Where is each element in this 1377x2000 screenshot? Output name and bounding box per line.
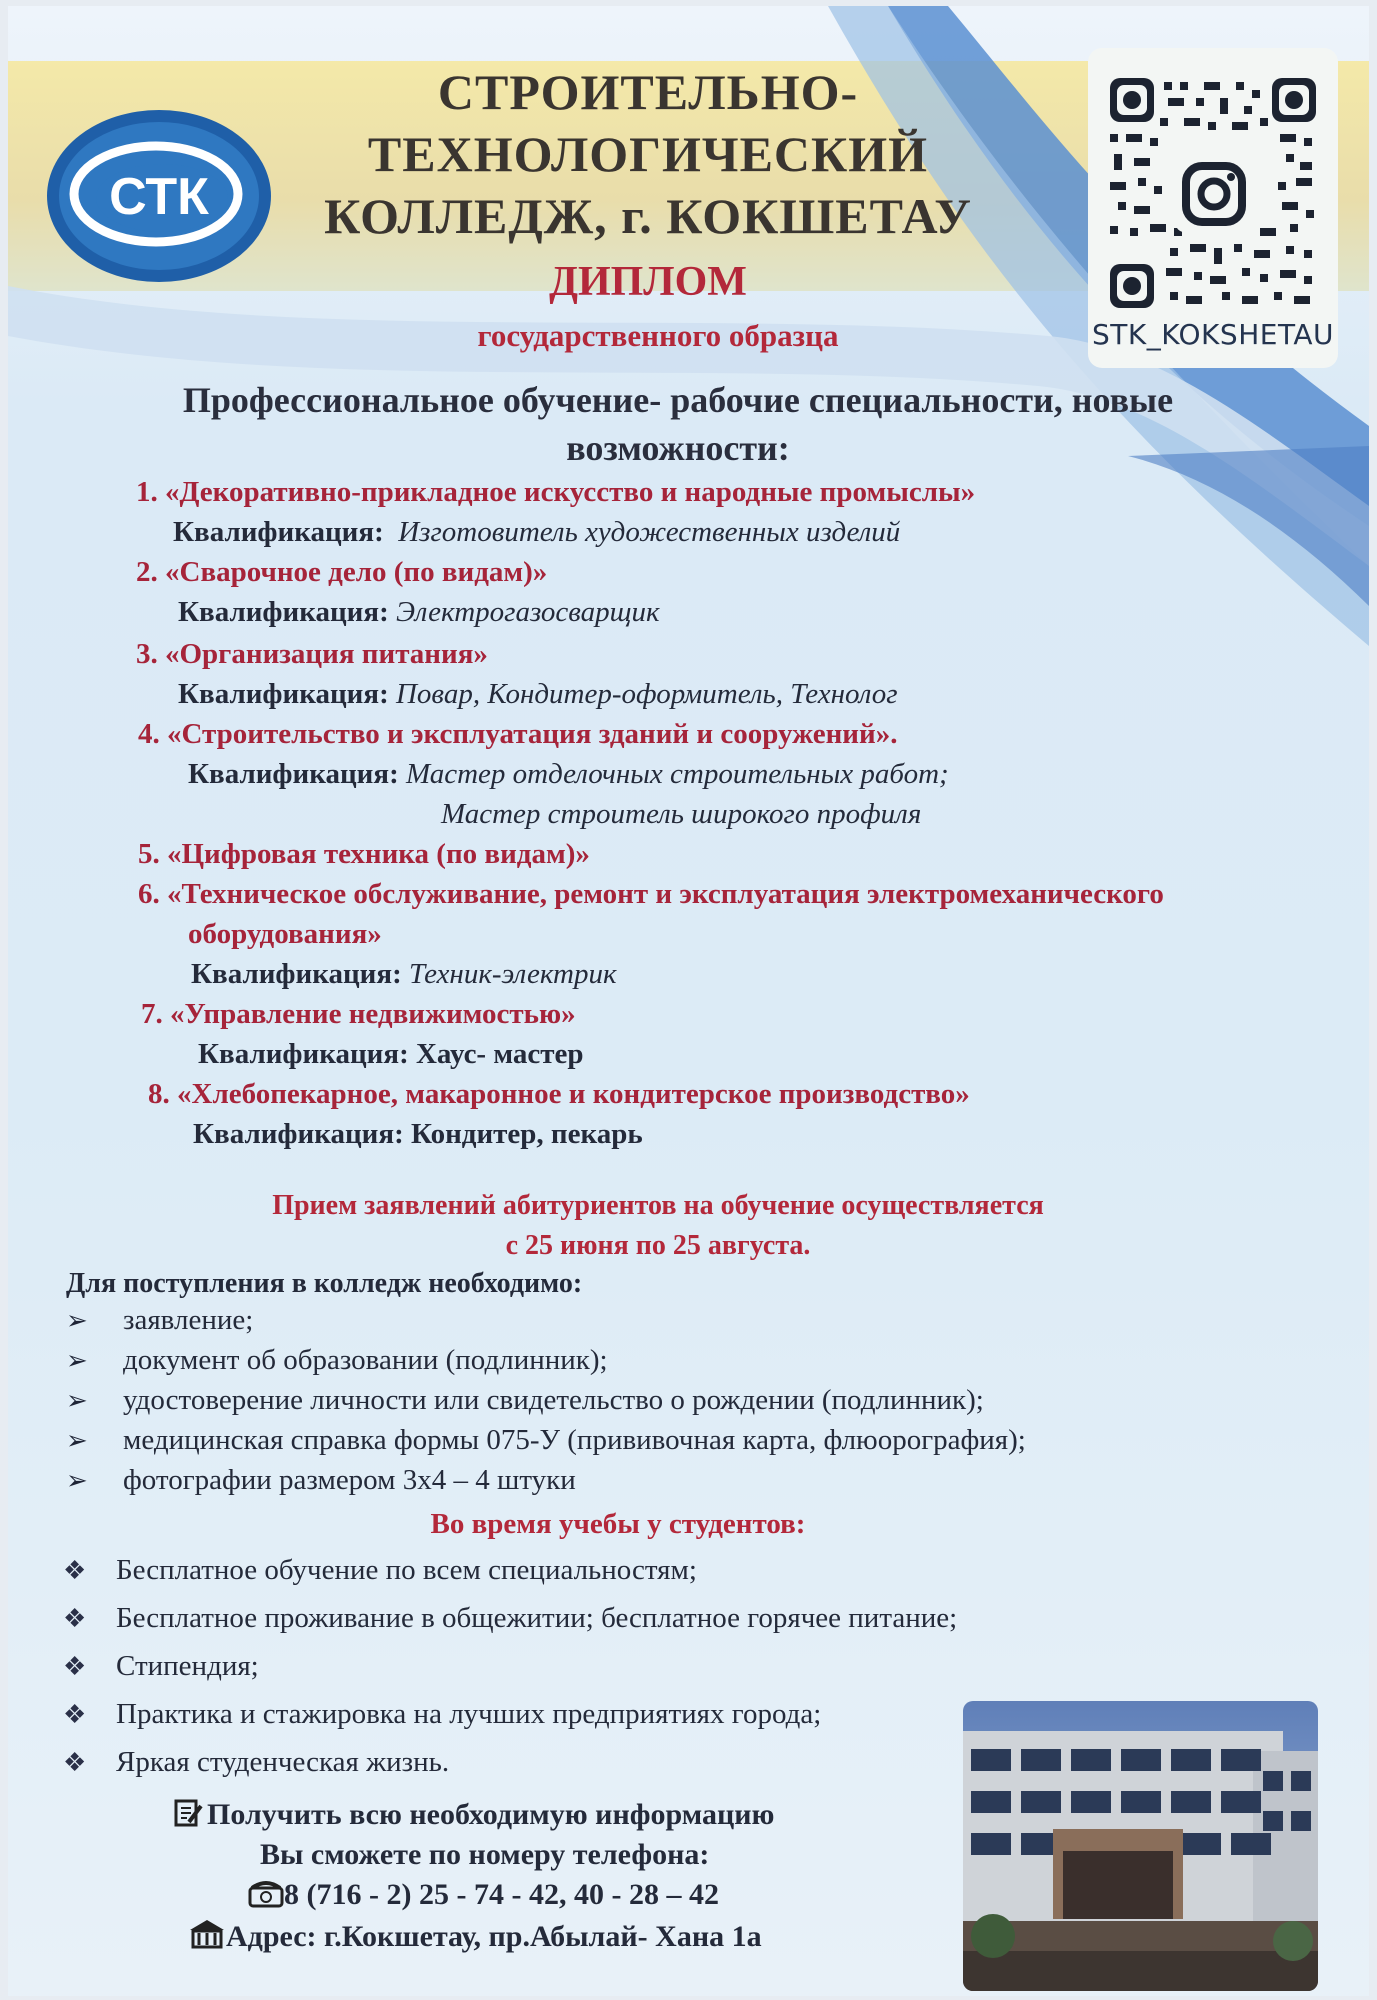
arrow-bullet-icon: ➢: [66, 1346, 88, 1375]
arrow-bullet-icon: ➢: [66, 1306, 88, 1335]
specialty-8-title: 8. «Хлебопекарное, макаронное и кондитерское производство»: [148, 1078, 970, 1110]
arrow-bullet-icon: ➢: [66, 1426, 88, 1455]
benefit-item: Яркая студенческая жизнь.: [116, 1746, 450, 1778]
specialty-2-qualification: Квалификация: Электрогазосварщик: [178, 596, 660, 628]
specialty-8-qualification: Квалификация: Кондитер, пекарь: [193, 1118, 643, 1150]
phone-icon: [248, 1878, 284, 1908]
requirement-item: медицинская справка формы 075-У (прививочная карта, флюорография);: [123, 1424, 1026, 1456]
diamond-bullet-icon: ❖: [63, 1604, 87, 1633]
title-line1: СТРОИТЕЛЬНО-: [437, 64, 859, 120]
diamond-bullet-icon: ❖: [63, 1700, 87, 1729]
admission-line2: с 25 июня по 25 августа.: [505, 1230, 811, 1261]
benefit-item: Практика и стажировка на лучших предприятиях города;: [116, 1698, 822, 1730]
college-building-photo: [963, 1701, 1318, 1991]
title-line2: ТЕХНОЛОГИЧЕСКИЙ: [367, 126, 929, 182]
requirement-item: заявление;: [123, 1304, 254, 1336]
diploma-subtitle: государственного образца: [477, 318, 839, 353]
instagram-handle[interactable]: STK_KOKSHETAU: [1091, 318, 1335, 351]
building-icon: [188, 1918, 226, 1950]
specialty-6-title: 6. «Техническое обслуживание, ремонт и эксплуатация электромеханического: [138, 878, 1164, 910]
contact-info-line: Получить всю необходимую информацию: [173, 1798, 774, 1832]
title-line3: КОЛЛЕДЖ, г. КОКШЕТАУ: [324, 188, 972, 244]
specialty-2-title: 2. «Сварочное дело (по видам)»: [136, 556, 548, 588]
diamond-bullet-icon: ❖: [63, 1556, 87, 1585]
specialty-4-title: 4. «Строительство и эксплуатация зданий и сооружений».: [138, 718, 898, 750]
contact-address: Адрес: г.Кокшетау, пр.Абылай- Хана 1а: [188, 1918, 762, 1954]
qr-code-block[interactable]: [1088, 48, 1338, 368]
requirement-item: документ об образовании (подлинник);: [123, 1344, 608, 1376]
requirements-title: Для поступления в колледж необходимо:: [66, 1268, 583, 1299]
specialty-3-title: 3. «Организация питания»: [136, 638, 488, 670]
specialty-1-title: 1. «Декоративно-прикладное искусство и народные промыслы»: [136, 476, 976, 508]
benefit-item: Бесплатное обучение по всем специальностям;: [116, 1554, 697, 1586]
notepad-icon: [173, 1798, 203, 1828]
diploma-label: ДИПЛОМ: [549, 259, 747, 305]
specialty-4-qualification-2: Мастер строитель широкого профиля: [441, 798, 922, 830]
arrow-bullet-icon: ➢: [66, 1466, 88, 1495]
diamond-bullet-icon: ❖: [63, 1652, 87, 1681]
requirement-item: фотографии размером 3х4 – 4 штуки: [123, 1464, 576, 1496]
contact-phone-label: Вы сможете по номеру телефона:: [260, 1838, 710, 1871]
specialty-7-title: 7. «Управление недвижимостью»: [141, 998, 576, 1030]
specialty-4-qualification: Квалификация: Мастер отделочных строительных работ;: [188, 758, 949, 790]
college-title: [268, 61, 1028, 247]
flyer-sheet: [8, 6, 1369, 1996]
requirement-item: удостоверение личности или свидетельство о рождении (подлинник);: [123, 1384, 984, 1416]
arrow-bullet-icon: ➢: [66, 1386, 88, 1415]
college-logo: [44, 106, 274, 286]
specialty-1-qualification: Квалификация: Изготовитель художественных изделий: [173, 516, 901, 548]
main-heading: [48, 376, 1308, 472]
specialty-3-qualification: Квалификация: Повар, Кондитер-оформитель, Технолог: [178, 678, 898, 710]
benefits-title: Во время учебы у студентов:: [430, 1508, 806, 1540]
admission-line1: Прием заявлений абитуриентов на обучение осуществляется: [272, 1190, 1044, 1221]
specialty-6-title-2: оборудования»: [188, 918, 382, 950]
diamond-bullet-icon: ❖: [63, 1748, 87, 1777]
heading-line2: возможности:: [566, 428, 790, 468]
heading-line1: Профессиональное обучение- рабочие специальности, новые: [182, 380, 1174, 420]
specialty-7-qualification: Квалификация: Хаус- мастер: [198, 1038, 584, 1070]
specialty-6-qualification: Квалификация: Техник-электрик: [191, 958, 617, 990]
logo-text: СТК: [109, 168, 209, 226]
benefit-item: Стипендия;: [116, 1650, 259, 1682]
qr-code-icon: [1110, 78, 1316, 308]
specialty-5-title: 5. «Цифровая техника (по видам)»: [138, 838, 590, 870]
benefit-item: Бесплатное проживание в общежитии; бесплатное горячее питание;: [116, 1602, 958, 1634]
contact-phone[interactable]: 8 (716 - 2) 25 - 74 - 42, 40 - 28 – 42: [248, 1878, 719, 1912]
admission-notice: [158, 1186, 1158, 1266]
